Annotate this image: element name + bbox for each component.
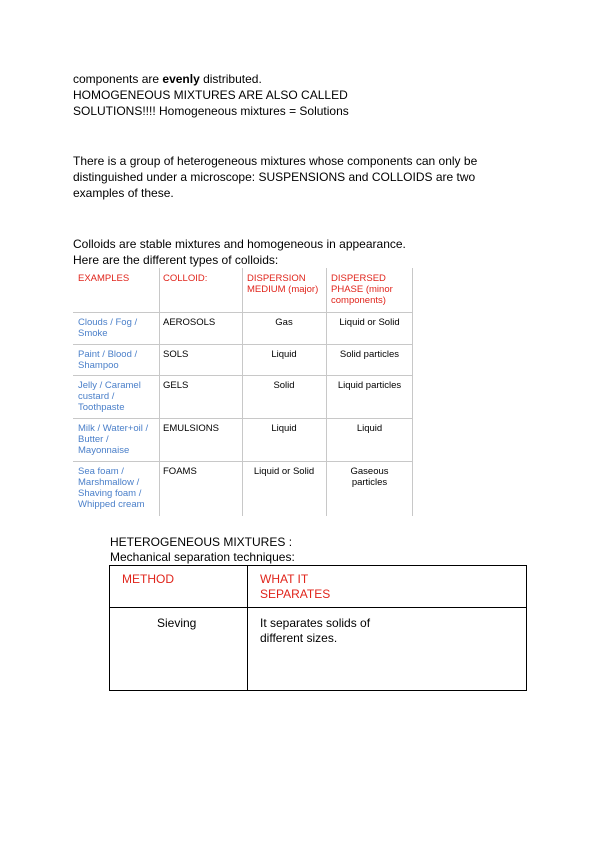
colloid-example: Jelly / Caramel [78, 380, 141, 391]
dispersed-phase: Liquid or Solid [339, 317, 400, 328]
sieving-description-2: different sizes. [260, 631, 338, 645]
table-divider [110, 607, 526, 608]
dispersed-phase: Liquid particles [337, 380, 402, 391]
hetero-para-line-2: distinguished under a microscope: SUSPENSIONS and COLLOIDS are two [73, 170, 476, 184]
colloid-type: FOAMS [163, 466, 197, 477]
table-column-divider [242, 268, 243, 516]
dispersed-phase: Liquid [356, 423, 383, 434]
dispersed-phase: Solid particles [339, 349, 400, 360]
colloid-example: Butter / [78, 434, 109, 445]
colloid-example: Whipped cream [78, 499, 145, 510]
dispersion-medium: Solid [273, 380, 295, 391]
header-what-it-separates: WHAT IT [260, 572, 309, 586]
header-dispersed-phase: PHASE (minor [331, 284, 393, 295]
colloid-example: Paint / Blood / [78, 349, 138, 360]
header-method: METHOD [122, 572, 174, 586]
table-row-divider [73, 312, 413, 313]
colloid-example: Smoke [78, 328, 108, 339]
intro-line-2: HOMOGENEOUS MIXTURES ARE ALSO CALLED [73, 88, 348, 102]
colloid-example: Toothpaste [78, 402, 125, 413]
hetero-para-line-1: There is a group of heterogeneous mixtures whose components can only be [73, 154, 478, 168]
colloid-example: Mayonnaise [78, 445, 130, 456]
table-row-divider [73, 461, 413, 462]
colloid-example: Milk / Water+oil / [78, 423, 149, 434]
colloid-type: SOLS [163, 349, 189, 360]
colloid-example: Shaving foam / [78, 488, 142, 499]
hetero-para-line-3: examples of these. [73, 186, 174, 200]
colloid-intro-line-1: Colloids are stable mixtures and homogeneous in appearance. [73, 237, 406, 251]
header-dispersion-medium: MEDIUM (major) [247, 284, 319, 295]
colloid-example: Clouds / Fog / [78, 317, 138, 328]
colloid-type: AEROSOLS [163, 317, 216, 328]
header-dispersed-phase: DISPERSED [331, 273, 386, 284]
hetero-heading: HETEROGENEOUS MIXTURES : [110, 535, 293, 549]
header-examples: EXAMPLES [78, 273, 130, 284]
colloid-type: GELS [163, 380, 189, 391]
dispersion-medium: Liquid [271, 423, 297, 434]
header-colloid: COLLOID: [163, 273, 208, 284]
header-what-it-separates-2: SEPARATES [260, 587, 331, 601]
dispersed-phase: particles [351, 477, 388, 488]
method-sieving: Sieving [157, 616, 197, 630]
intro-line-1: components are evenly distributed. [73, 72, 262, 86]
table-row-divider [73, 344, 413, 345]
table-column-divider [159, 268, 160, 516]
separation-methods-table [109, 565, 527, 691]
table-row-divider [73, 418, 413, 419]
dispersed-phase: Gaseous [350, 466, 389, 477]
sieving-description: It separates solids of [260, 616, 371, 630]
colloid-type: EMULSIONS [163, 423, 219, 434]
dispersion-medium: Gas [275, 317, 293, 328]
intro-line-3: SOLUTIONS!!!! Homogeneous mixtures = Solutions [73, 104, 349, 118]
emphasis-evenly: evenly [162, 72, 200, 86]
separation-subheading: Mechanical separation techniques: [110, 550, 295, 564]
colloid-table [73, 268, 413, 516]
table-row-divider [73, 375, 413, 376]
dispersion-medium: Liquid [271, 349, 297, 360]
colloid-intro-line-2: Here are the different types of colloids: [73, 253, 279, 267]
colloid-example: custard / [78, 391, 115, 402]
colloid-example: Shampoo [78, 360, 119, 371]
colloid-example: Marshmallow / [78, 477, 140, 488]
dispersion-medium: Liquid or Solid [253, 466, 315, 477]
colloid-example: Sea foam / [78, 466, 124, 477]
table-divider [247, 566, 248, 690]
header-dispersion-medium: DISPERSION [247, 273, 306, 284]
header-dispersed-phase: components) [331, 295, 386, 306]
